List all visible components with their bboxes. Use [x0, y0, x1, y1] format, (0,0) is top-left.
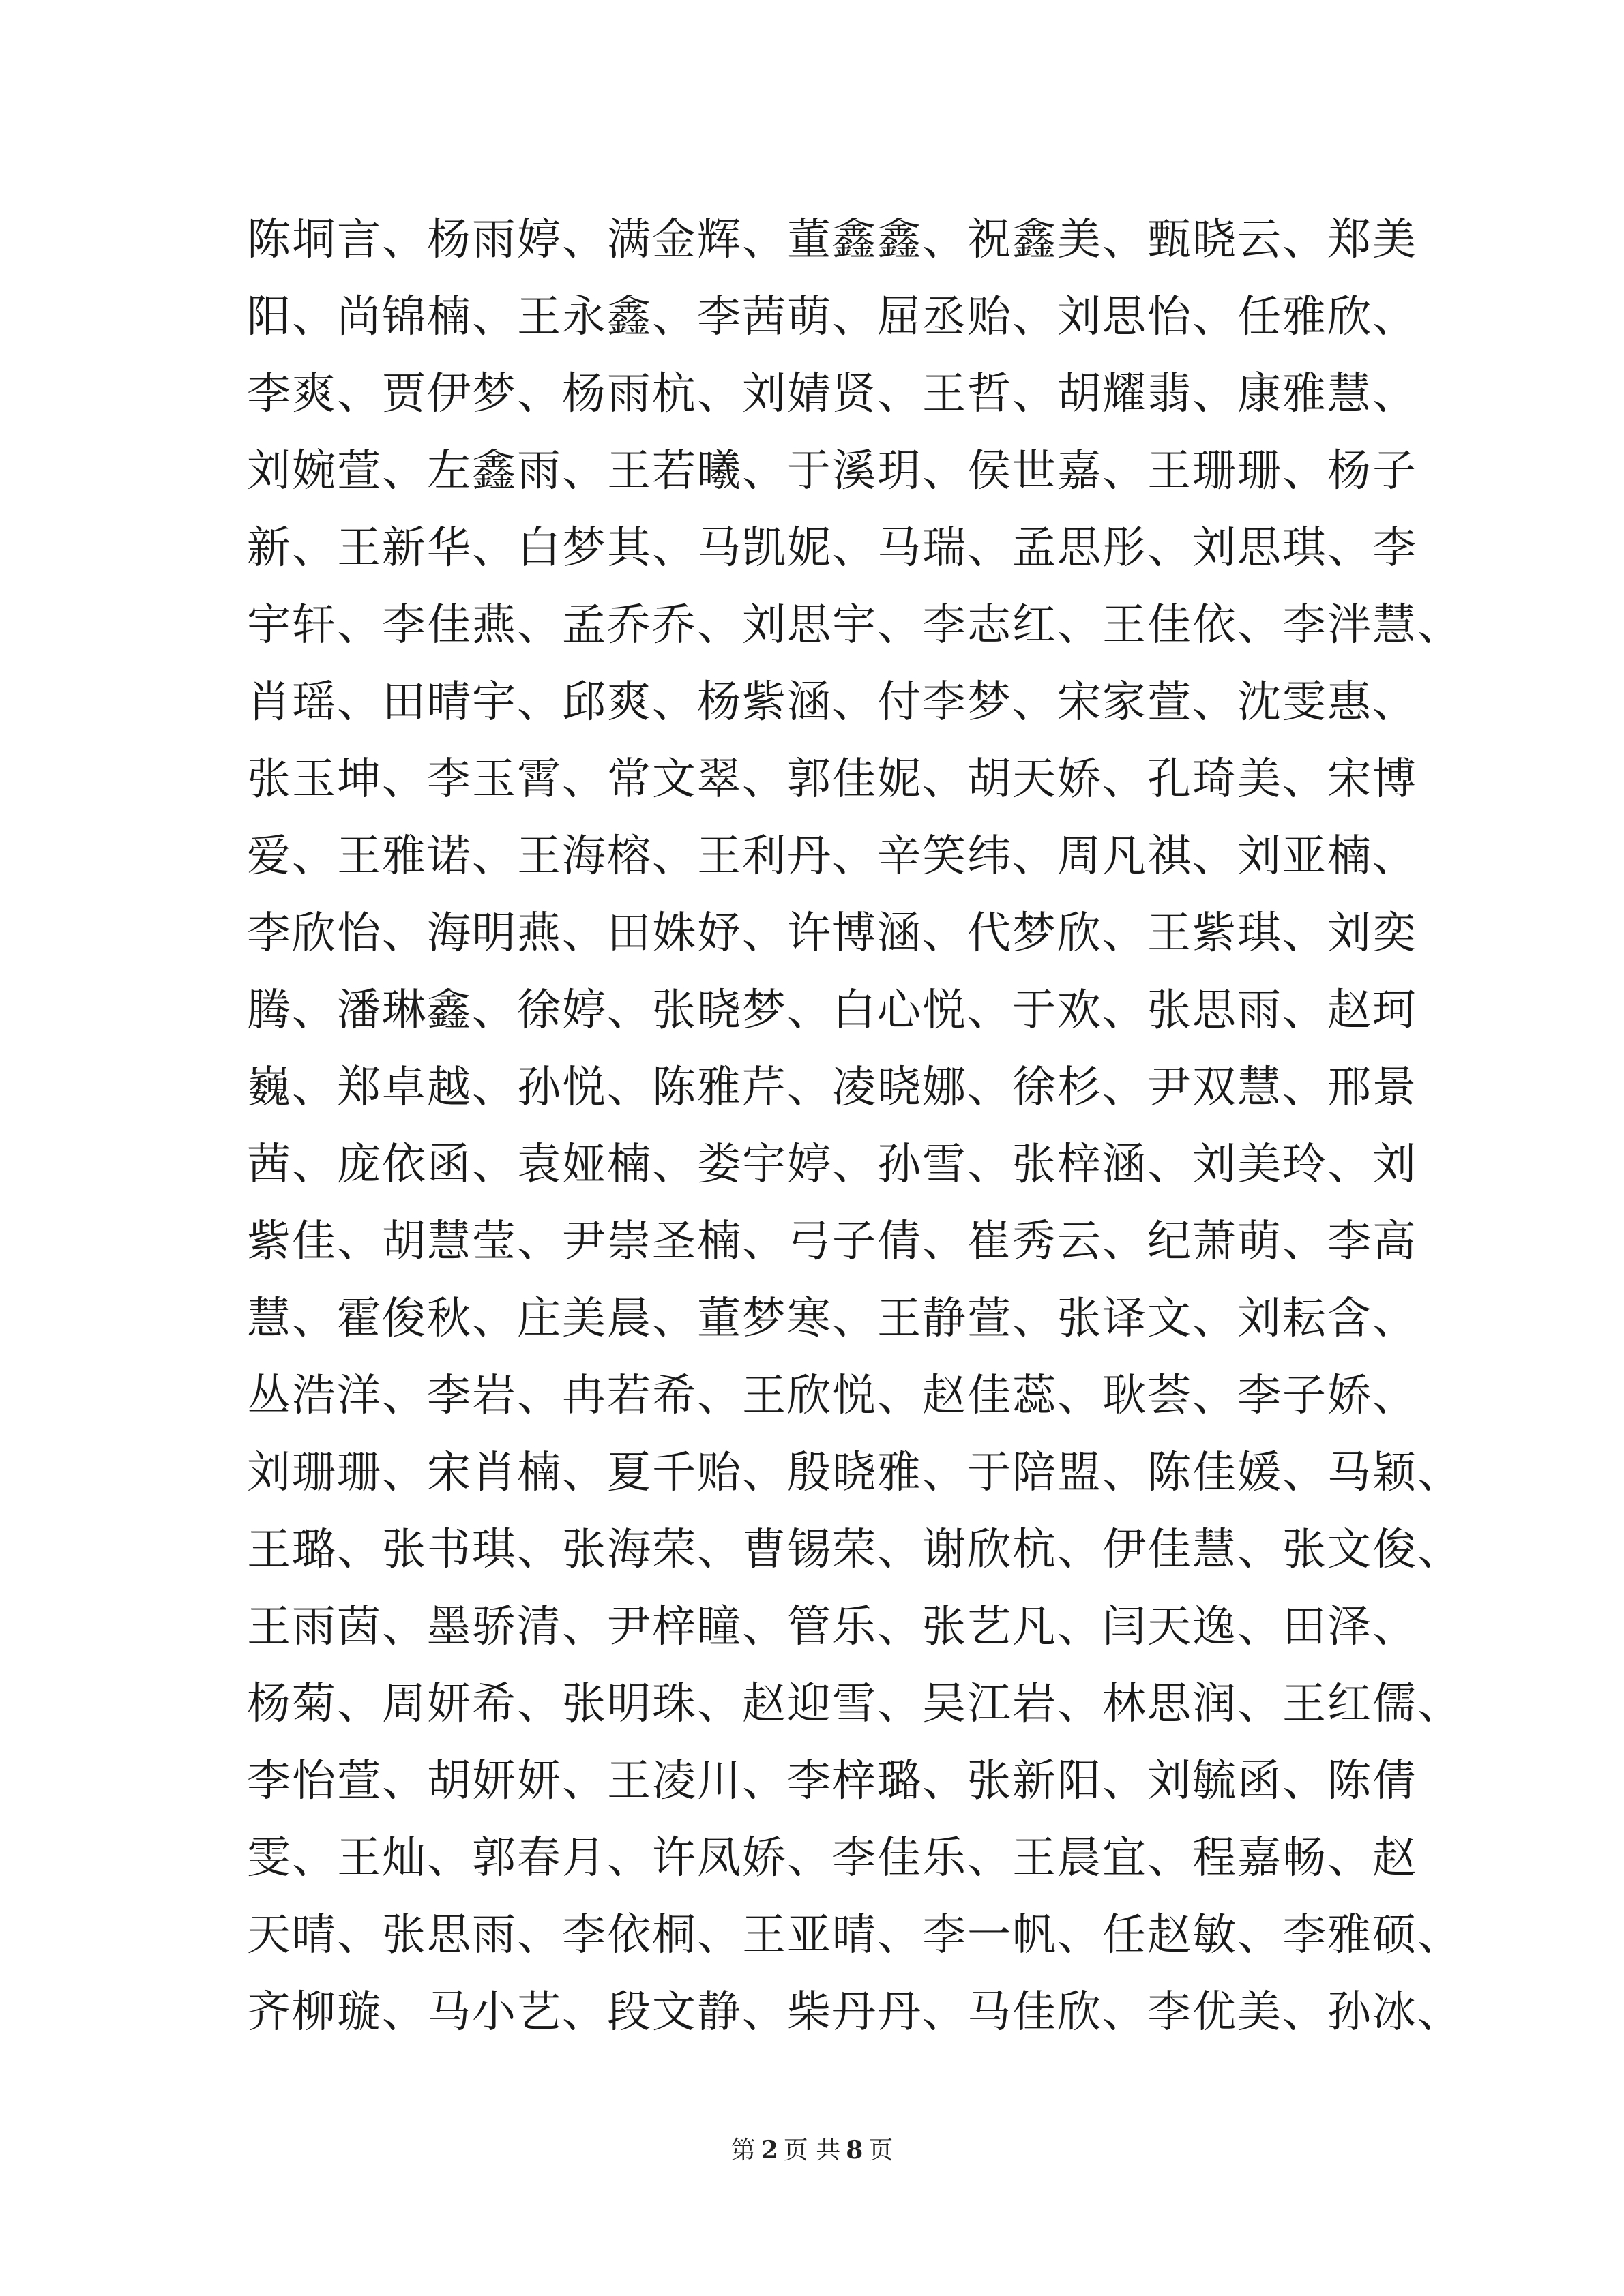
text-line: 刘珊珊、宋肖楠、夏千贻、殷晓雅、于陪盟、陈佳媛、马颖、: [247, 1448, 1462, 1498]
text-line: 刘婉萱、左鑫雨、王若曦、于溪玥、侯世嘉、王珊珊、杨子: [247, 446, 1417, 496]
text-line: 王雨茵、墨骄清、尹梓瞳、管乐、张艺凡、闫天逸、田泽、: [247, 1602, 1417, 1652]
text-line: 丛浩洋、李岩、冉若希、王欣悦、赵佳蕊、耿荟、李子娇、: [247, 1371, 1417, 1421]
text-line: 李怡萱、胡妍妍、王凌川、李梓璐、张新阳、刘毓函、陈倩: [247, 1756, 1417, 1806]
text-line: 杨菊、周妍希、张明珠、赵迎雪、吴江岩、林思润、王红儒、: [247, 1679, 1462, 1729]
page-footer: [0, 2133, 1624, 2168]
name-list-body: [247, 202, 1462, 2051]
text-line: 慧、霍俊秋、庄美晨、董梦寒、王静萱、张译文、刘耘含、: [247, 1294, 1417, 1344]
footer-middle: 页 共: [783, 2136, 841, 2164]
footer-suffix: 页: [868, 2136, 894, 2164]
text-line: 陈垌言、杨雨婷、满金辉、董鑫鑫、祝鑫美、甄晓云、郑美: [247, 215, 1417, 265]
text-line: 茜、庞依函、袁娅楠、娄宇婷、孙雪、张梓涵、刘美玲、刘: [247, 1139, 1417, 1190]
text-line: 腾、潘琳鑫、徐婷、张晓梦、白心悦、于欢、张思雨、赵珂: [247, 985, 1417, 1036]
text-line: 巍、郑卓越、孙悦、陈雅芹、凌晓娜、徐杉、尹双慧、邢景: [247, 1062, 1417, 1113]
text-line: 紫佳、胡慧莹、尹崇圣楠、弓子倩、崔秀云、纪萧萌、李高: [247, 1217, 1417, 1267]
footer-prefix: 第: [730, 2136, 756, 2164]
text-line: 宇轩、李佳燕、孟乔乔、刘思宇、李志红、王佳依、李泮慧、: [247, 600, 1462, 651]
text-line: 李爽、贾伊梦、杨雨杭、刘婧贤、王哲、胡耀翡、康雅慧、: [247, 369, 1417, 419]
text-line: 雯、王灿、郭春月、许凤娇、李佳乐、王晨宜、程嘉畅、赵: [247, 1833, 1417, 1883]
text-line: 李欣怡、海明燕、田姝妤、许博涵、代梦欣、王紫琪、刘奕: [247, 908, 1417, 959]
text-line: 齐柳璇、马小艺、段文静、柴丹丹、马佳欣、李优美、孙冰、: [247, 1987, 1462, 2038]
text-line: 王璐、张书琪、张海荣、曹锡荣、谢欣杭、伊佳慧、张文俊、: [247, 1525, 1462, 1575]
current-page-number: 2: [761, 2136, 778, 2164]
text-line: 天晴、张思雨、李依桐、王亚晴、李一帆、任赵敏、李雅硕、: [247, 1910, 1462, 1960]
text-line: 爱、王雅诺、王海榕、王利丹、辛笑纬、周凡祺、刘亚楠、: [247, 831, 1417, 882]
text-line: 阳、尚锦楠、王永鑫、李茜萌、屈丞贻、刘思怡、任雅欣、: [247, 292, 1417, 342]
text-line: 肖瑶、田晴宇、邱爽、杨紫涵、付李梦、宋家萱、沈雯惠、: [247, 677, 1417, 728]
total-pages-number: 8: [846, 2136, 863, 2164]
text-line: 新、王新华、白梦其、马凯妮、马瑞、孟思彤、刘思琪、李: [247, 523, 1417, 573]
text-line: 张玉坤、李玉霄、常文翠、郭佳妮、胡天娇、孔琦美、宋博: [247, 754, 1417, 805]
